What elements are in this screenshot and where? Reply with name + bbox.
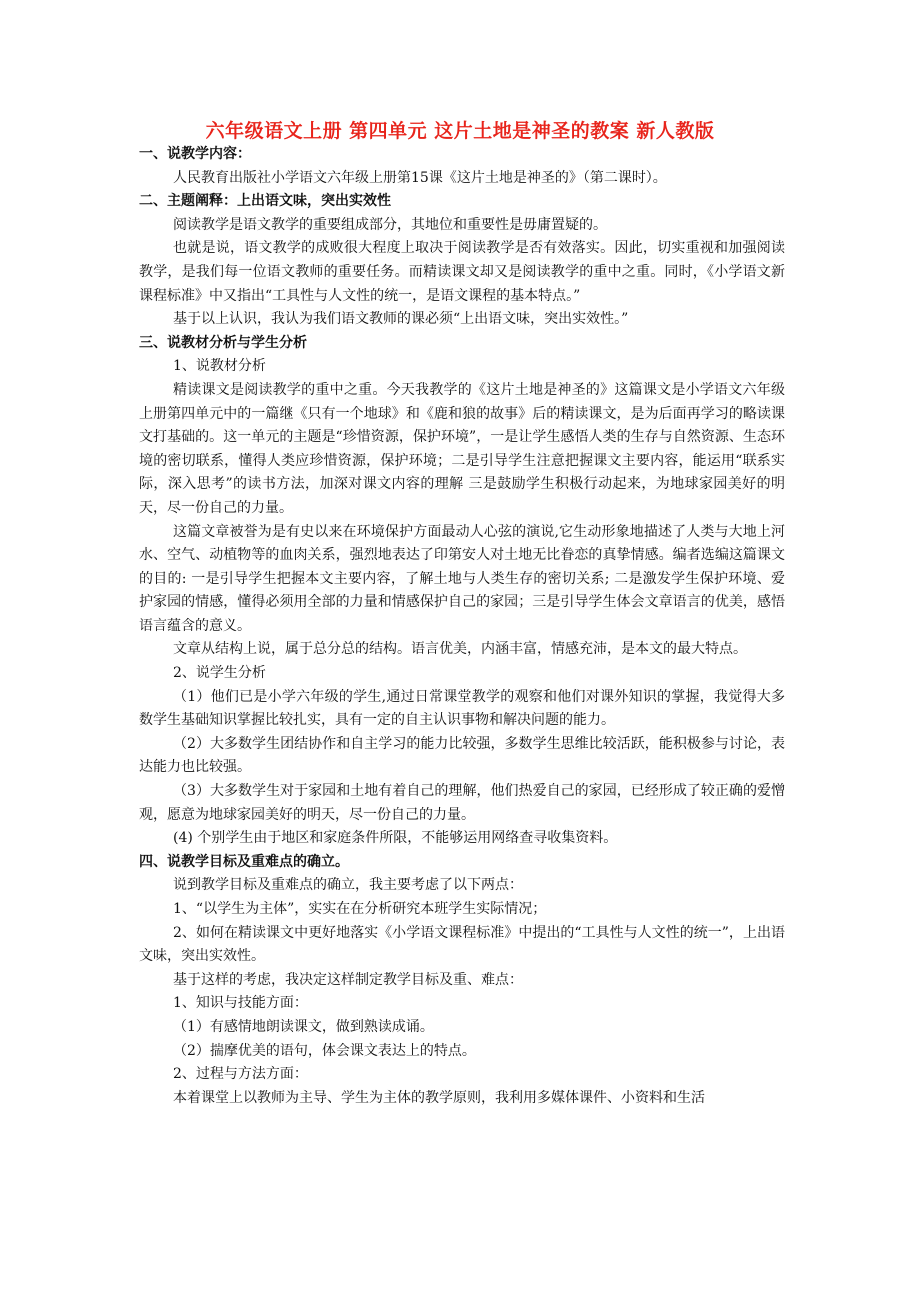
- paragraph: （1）他们已是小学六年级的学生,通过日常课堂教学的观察和他们对课外知识的掌握，我觉得大多数学生基础知识掌握比较扎实，具有一定的自主认识事物和解决问题的能力。: [139, 688, 785, 729]
- paragraph: 这篇文章被誉为是有史以来在环境保护方面最动人心弦的演说,它生动形象地描述了人类与大地上河水、空气、动植物等的血肉关系，强烈地表达了印第安人对土地无比眷恋的真挚情感。编者选编这篇课文的目的: 一是引导学生把握本文主要内容，了解土地与人类生存的密切关系; 二是激发学生保护环境、爱护家园的情感，懂得必须用全部的力量和情感保护自己的家园；三是引导学生体会文章语言的优美，感悟语言蕴含的意义。: [139, 523, 785, 634]
- paragraph: 说到教学目标及重难点的确立，我主要考虑了以下两点：: [173, 877, 523, 894]
- section-heading: 二、主题阐释：上出语文味，突出实效性: [139, 193, 391, 210]
- document-body: [139, 143, 785, 1110]
- paragraph: 基于这样的考虑，我决定这样制定教学目标及重、难点：: [173, 971, 523, 988]
- list-item: （1）有感情地朗读课文，做到熟读成诵。: [173, 1018, 434, 1035]
- section-heading: 一、说教学内容：: [139, 146, 251, 162]
- paragraph: 也就是说，语文教学的成败很大程度上取决于阅读教学是否有效落实。因此，切实重视和加强阅读教学，是我们每一位语文教师的重要任务。而精读课文却又是阅读教学的重中之重。同时，《小学语文新课程标准》中又指出“工具性与人文性的统一，是语文课程的基本特点。”: [139, 240, 785, 304]
- paragraph: 精读课文是阅读教学的重中之重。今天我教学的《这片土地是神圣的》这篇课文是小学语文六年级上册第四单元中的一篇继《只有一个地球》和《鹿和狼的故事》后的精读课文，是为后面再学习的略读课文打基础的。这一单元的主题是“珍惜资源，保护环境”，一是让学生感悟人类的生存与自然资源、生态环境的密切联系，懂得人类应珍惜资源，保护环境；二是引导学生注意把握课文主要内容，能运用“联系实际，深入思考”的读书方法，加深对课文内容的理解 三是鼓励学生积极行动起来，为地球家园美好的明天，尽一份自己的力量。: [139, 381, 785, 516]
- subheading: 2、说学生分析: [173, 665, 266, 682]
- document-title: 六年级语文上册 第四单元 这片土地是神圣的教案 新人教版: [205, 120, 715, 142]
- paragraph: 文章从结构上说，属于总分总的结构。语言优美，内涵丰富，情感充沛，是本文的最大特点。: [173, 641, 747, 658]
- subheading: 1、说教材分析: [173, 358, 266, 375]
- paragraph: 本着课堂上以教师为主导、学生为主体的教学原则，我利用多媒体课件、小资料和生活: [173, 1089, 705, 1106]
- paragraph: 人民教育出版社小学语文六年级上册第15课《这片土地是神圣的》（第二课时）。: [173, 169, 667, 186]
- subheading: 1、知识与技能方面：: [173, 995, 308, 1012]
- paragraph: （3）大多数学生对于家园和土地有着自己的理解，他们热爱自己的家园，已经形成了较正确的爱憎观，愿意为地球家园美好的明天，尽一份自己的力量。: [139, 783, 785, 823]
- paragraph: 1、“以学生为主体”，实实在在分析研究本班学生实际情况；: [173, 901, 547, 917]
- paragraph: （2）大多数学生团结协作和自主学习的能力比较强，多数学生思维比较活跃，能积极参与讨论，表达能力也比较强。: [139, 735, 785, 776]
- paragraph: 2、如何在精读课文中更好地落实《小学语文课程标准》中提出的“工具性与人文性的统一”，上出语文味，突出实效性。: [139, 924, 785, 965]
- paragraph: (4) 个别学生由于地区和家庭条件所限，不能够运用网络查寻收集资料。: [173, 830, 618, 847]
- list-item: （2）揣摩优美的语句，体会课文表达上的特点。: [173, 1042, 476, 1059]
- section-heading: 四、说教学目标及重难点的确立。: [139, 853, 349, 870]
- section-heading: 三、说教材分析与学生分析: [139, 334, 307, 351]
- paragraph: 阅读教学是语文教学的重要组成部分，其地位和重要性是毋庸置疑的。: [173, 216, 607, 233]
- subheading: 2、过程与方法方面：: [173, 1066, 308, 1083]
- paragraph: 基于以上认识，我认为我们语文教师的课必须“上出语文味，突出实效性。”: [173, 311, 629, 328]
